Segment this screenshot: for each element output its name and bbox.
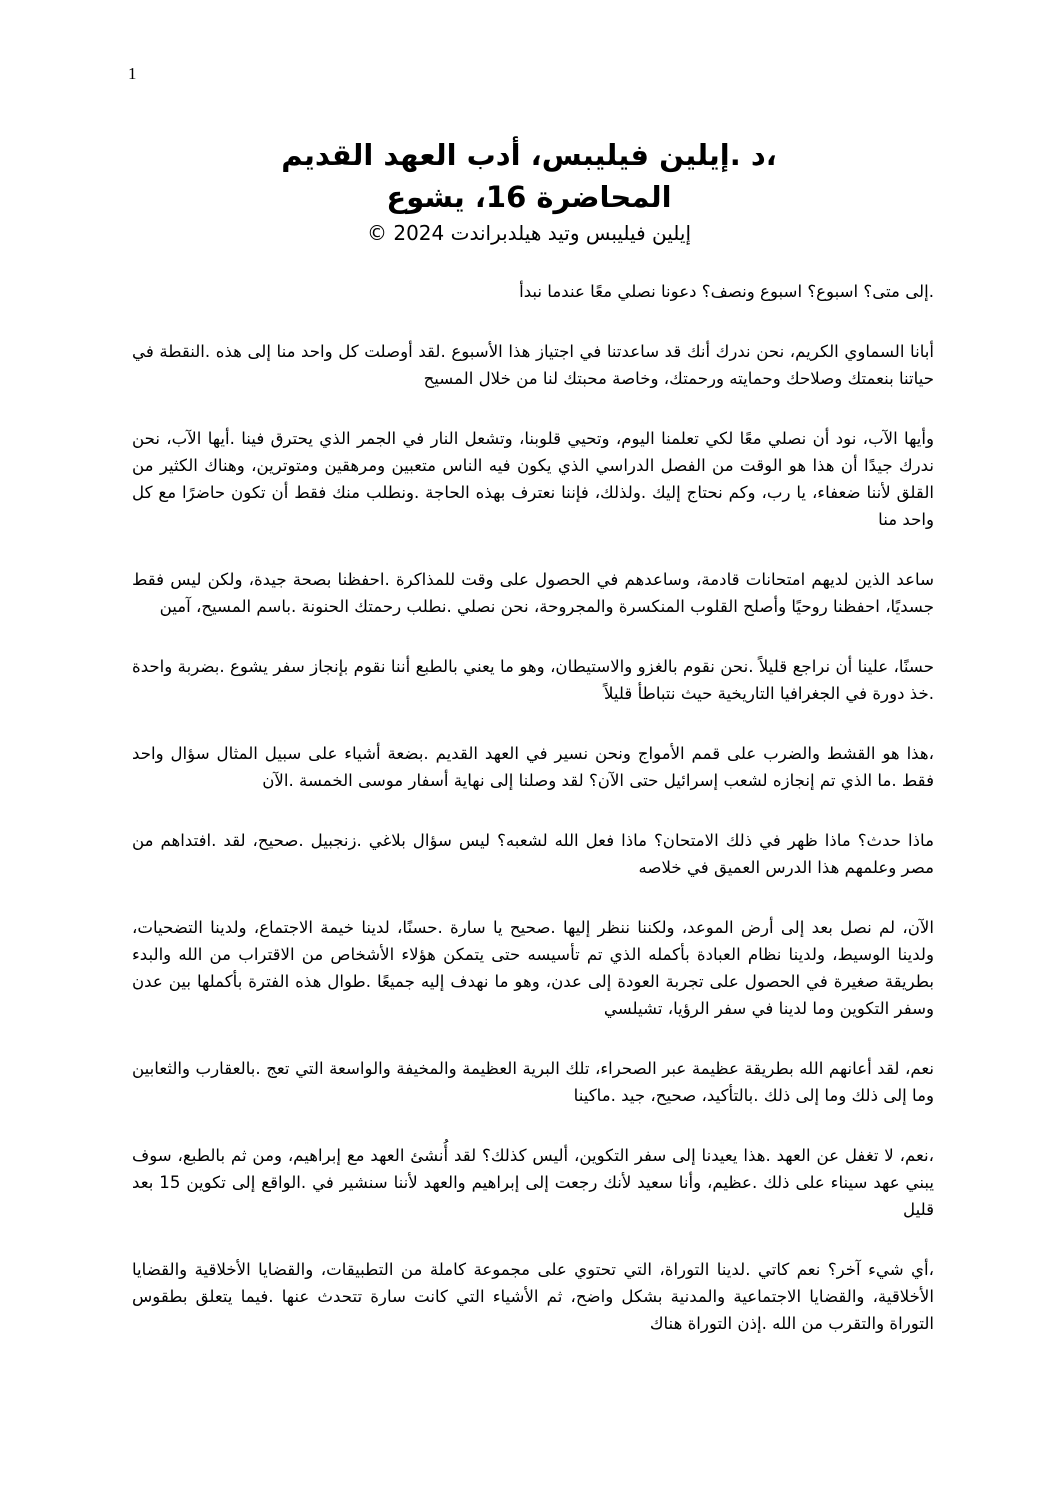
paragraph-1: .إلى متى؟ اسبوع؟ اسبوع ونصف؟ دعونا نصلي معًا عندما نبدأ [519, 282, 934, 301]
paragraph-3: وأيها الآب، نود أن نصلي معًا لكي تعلمنا اليوم، وتحيي قلوبنا، وتشعل النار في الجمر الذي يحترق فينا .أيها الآب، نحن ندرك جيدًا أن هذا هو الوقت من الفصل الدراسي الذي يكون فيه الناس متعبين ومرهقين ومتوترين، وهناك الكثير من القلق لأننا ضعفاء، يا رب، وكم نحتاج إليك .ولذلك، فإننا نعترف بهذه الحاجة .ونطلب منك فقط أن تكون حاضرًا مع كل واحد منا [132, 429, 934, 529]
paragraph-6: ،هذا هو القشط والضرب على قمم الأمواج ونحن نسير في العهد القديم .بضعة أشياء على سبيل المثال سؤال واحد فقط .ما الذي تم إنجازه لشعب إسرائيل حتى الآن؟ لقد وصلنا إلى نهاية أسفار موسى الخمسة .الآن [132, 744, 934, 790]
paragraph-4: ساعد الذين لديهم امتحانات قادمة، وساعدهم في الحصول على وقت للمذاكرة .احفظنا بصحة جيدة، ولكن ليس فقط جسديًا، احفظنا روحيًا وأصلح القلوب المنكسرة والمجروحة، نحن نصلي .نطلب رحمتك الحنونة .باسم المسيح، آمين [132, 570, 934, 616]
page-number: 1 [128, 64, 137, 83]
paragraph-2: أبانا السماوي الكريم، نحن ندرك أنك قد ساعدتنا في اجتياز هذا الأسبوع .لقد أوصلت كل واحد منا إلى هذه .النقطة في حياتنا بنعمتك وصلاحك وحمايته ورحمتك، وخاصة محبتك لنا من خلال المسيح [132, 342, 934, 388]
copyright-line: إيلين فيليبس وتيد هيلدبراندت 2024 © [367, 221, 691, 245]
paragraph-10: ،نعم، لا تغفل عن العهد .هذا يعيدنا إلى سفر التكوين، أليس كذلك؟ لقد أُنشئ العهد مع إبراهيم، ومن ثم بالطبع، سوف يبني عهد سيناء على ذلك .عظيم، وأنا سعيد لأنك رجعت إلى إبراهيم والعهد لأننا سنشير في .الواقع إلى تكوين 15 بعد قليل [132, 1146, 934, 1219]
document-header [130, 134, 928, 248]
document-title-line-1: ،د .إيلين فيليبس، أدب العهد القديم [281, 138, 777, 172]
paragraph-7: ماذا حدث؟ ماذا ظهر في ذلك الامتحان؟ ماذا فعل الله لشعبه؟ ليس سؤال بلاغي .زنجبيل .صحيح، لقد .افتداهم من مصر وعلمهم هذا الدرس العميق في خلاصه [132, 831, 934, 877]
document-body [132, 278, 934, 1370]
paragraph-8: الآن، لم نصل بعد إلى أرض الموعد، ولكننا ننظر إليها .صحيح يا سارة .حسنًا، لدينا خيمة الاجتماع، ولدينا التضحيات، ولدينا الوسيط، ولدينا نظام العبادة بأكمله الذي تم تأسيسه حتى يتمكن هؤلاء الأشخاص من الاقتراب من الله والبدء بطريقة صغيرة في الحصول على تجربة العودة إلى عدن، وهو ما نهدف إليه جميعًا .طوال هذه الفترة بأكملها بين عدن وسفر التكوين وما لدينا في سفر الرؤيا، تشيلسي [132, 918, 934, 1018]
paragraph-11: ،أي شيء آخر؟ نعم كاتي .لدينا التوراة، التي تحتوي على مجموعة كاملة من التطبيقات، والقضايا الأخلاقية والقضايا الأخلاقية، والقضايا الاجتماعية والمدنية بشكل واضح، ثم الأشياء التي كانت سارة تتحدث عنها .فيما يتعلق بطقوس التوراة والتقرب من الله .إذن التوراة هناك [132, 1260, 934, 1333]
paragraph-9: نعم، لقد أعانهم الله بطريقة عظيمة عبر الصحراء، تلك البرية العظيمة والمخيفة والواسعة التي تعج .بالعقارب والثعابين وما إلى ذلك وما إلى ذلك .بالتأكيد، صحيح، جيد .ماكينا [132, 1059, 934, 1105]
paragraph-5: حسنًا، علينا أن نراجع قليلاً .نحن نقوم بالغزو والاستيطان، وهو ما يعني بالطبع أننا نقوم بإنجاز سفر يشوع .بضربة واحدة .خذ دورة في الجغرافيا التاريخية حيث نتباطأ قليلاً [132, 657, 934, 703]
document-title-line-2: المحاضرة 16، يشوع [386, 180, 672, 214]
